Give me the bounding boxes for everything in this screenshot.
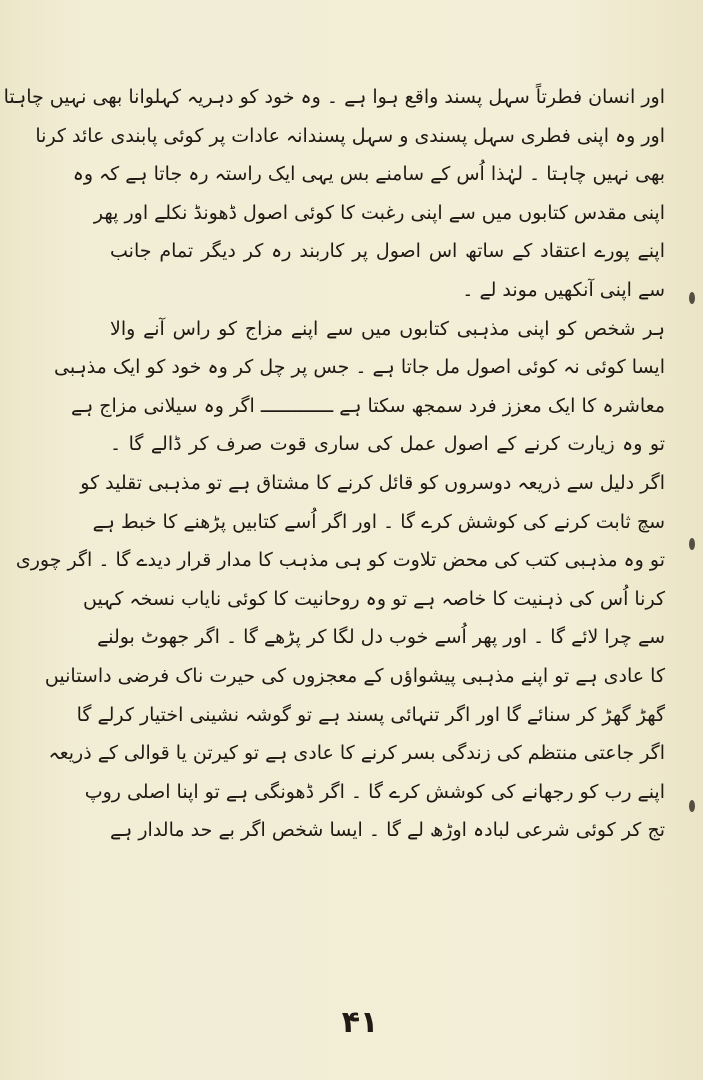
text-line: گھڑ گھڑ کر سنائے گا اور اگر تنہائی پسند ہے تو گوشہ نشینی اختیار کرلے گا xyxy=(76,703,665,726)
text-line: اگر جاعتی منتظم کی زندگی بسر کرنے کا عادی ہے تو کیرتن یا قوالی کے ذریعہ xyxy=(48,742,665,765)
text-line: اپنی مقدس کتابوں میں سے اپنی رغبت کا کوئی اصول ڈھونڈ نکلے اور پھر xyxy=(93,201,665,224)
text-line: اپنے رب کو رجھانے کی کوشش کرے گا ۔ اگر ڈھونگی ہے تو اپنا اصلی روپ xyxy=(84,780,665,803)
binding-hole-mark xyxy=(689,800,695,812)
text-line: اور وہ اپنی فطری سہل پسندی و سہل پسندانہ عادات پر کوئی پابندی عائد کرنا xyxy=(35,124,665,147)
text-line: تو وہ زیارت کرنے کے اصول عمل کی ساری قوت صرف کر ڈالے گا ۔ xyxy=(110,433,665,456)
page-number: ۴۱ xyxy=(341,1005,379,1040)
text-line: سے چرا لائے گا ۔ اور پھر اُسے خوب دل لگا کر پڑھے گا ۔ اگر جھوٹ بولنے xyxy=(97,626,665,649)
text-line: اور انسان فطرتاً سہل پسند واقع ہوا ہے ۔ وہ خود کو دہریہ کہلوانا بھی نہیں چاہتا xyxy=(3,86,665,108)
text-line: تو وہ مذہبی کتب کی محض تلاوت کو ہی مذہب کا مدار قرار دیدے گا ۔ اگر چوری xyxy=(15,549,665,572)
text-line: ایسا کوئی نہ کوئی اصول مل جاتا ہے ۔ جس پر چل کر وہ خود کو ایک مذہبی xyxy=(54,356,665,379)
binding-hole-mark xyxy=(689,538,695,550)
text-line: معاشرہ کا ایک معزز فرد سمجھ سکتا ہے ـــــــــــــ اگر وہ سیلانی مزاج ہے xyxy=(70,394,665,417)
text-line: بھی نہیں چاہتا ۔ لہٰذا اُس کے سامنے بس یہی ایک راستہ رہ جاتا ہے کہ وہ xyxy=(72,163,665,186)
body-text xyxy=(3,78,665,850)
text-line: اپنے پورے اعتقاد کے ساتھ اس اصول پر کاربند رہ کر دیگر تمام جانب xyxy=(110,240,665,263)
binding-hole-mark xyxy=(689,292,695,304)
text-line: کرنا اُس کی ذہنیت کا خاصہ ہے تو وہ روحانیت کا کوئی نایاب نسخہ کہیں xyxy=(83,587,665,610)
text-line: سے اپنی آنکھیں موند لے ۔ xyxy=(462,278,665,301)
text-line: اگر دلیل سے ذریعہ دوسروں کو قائل کرنے کا مشتاق ہے تو مذہبی تقلید کو xyxy=(80,471,665,494)
text-line: سچ ثابت کرنے کی کوشش کرے گا ۔ اور اگر اُسے کتابیں پڑھنے کا خبط ہے xyxy=(92,510,665,533)
text-line: کا عادی ہے تو اپنے مذہبی پیشواؤں کے معجزوں کی حیرت ناک فرضی داستانیں xyxy=(44,664,665,687)
text-line: تج کر کوئی شرعی لبادہ اوڑھ لے گا ۔ ایسا شخص اگر بے حد مالدار ہے xyxy=(110,819,665,842)
text-line: ہر شخص کو اپنی مذہبی کتابوں میں سے اپنے مزاج کو راس آنے والا xyxy=(110,317,665,340)
